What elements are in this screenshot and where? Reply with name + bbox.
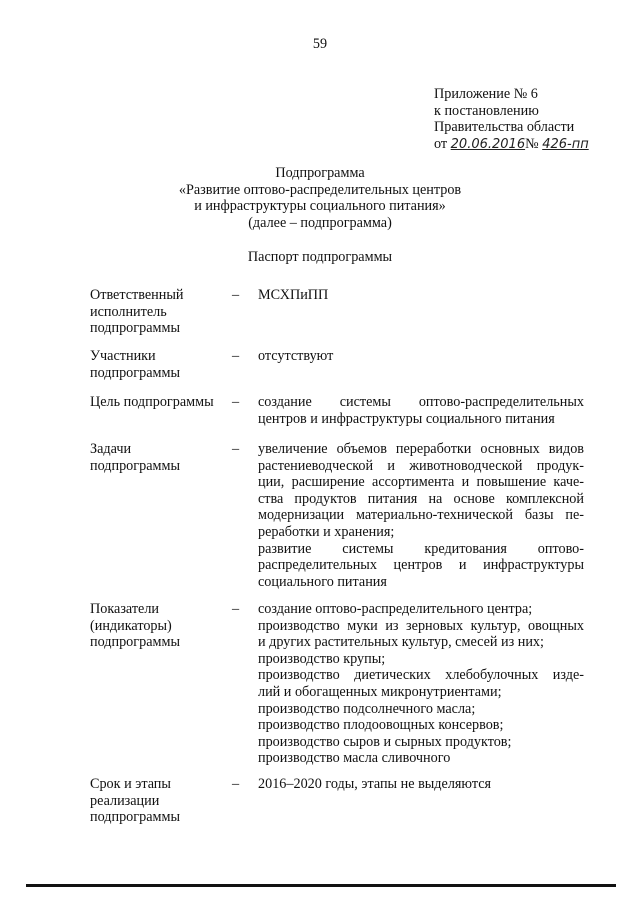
- passport-title: Паспорт подпрограммы: [247, 249, 393, 265]
- value-line: увеличение объемов переработки основных видов: [258, 441, 584, 457]
- value-line: производство подсолнечного масла;: [258, 700, 476, 717]
- value-line: ства продуктов питания на основе комплексной: [258, 490, 584, 507]
- value-line: распределительных центров и инфраструктуры: [258, 557, 584, 574]
- value-line: растениеводческой и животноводческой продук-: [258, 457, 584, 474]
- appendix-header: [434, 86, 589, 153]
- label-line: подпрограммы: [90, 320, 180, 337]
- row-value: [258, 776, 584, 793]
- title-line-3: и инфраструктуры социального питания»: [194, 198, 446, 215]
- title-line-1: Подпрограмма: [275, 165, 365, 181]
- title-line-4: (далее – подпрограмма): [248, 214, 392, 231]
- row-value: [258, 348, 584, 365]
- value-line: МСХПиПП: [258, 287, 329, 303]
- row-label: [90, 776, 230, 826]
- row-label: [90, 441, 230, 474]
- value-line: лий и обогащенных микронутриентами;: [258, 683, 502, 700]
- value-line: реработки и хранения;: [258, 523, 395, 540]
- row-label: [90, 394, 230, 411]
- value-line: центров и инфраструктуры социального питания: [258, 410, 555, 427]
- appendix-line-1: Приложение № 6: [434, 86, 538, 102]
- value-line: создание оптово-распределительного центра;: [258, 601, 533, 617]
- row-dash: –: [232, 776, 240, 792]
- row-value: [258, 394, 584, 427]
- value-line: и других растительных культур, смесей из них;: [258, 634, 544, 651]
- label-line: исполнитель: [90, 303, 167, 320]
- appendix-number: 426-пп: [542, 136, 589, 152]
- label-line: реализации: [90, 792, 160, 809]
- subprogram-title: [0, 165, 640, 231]
- row-dash: –: [232, 287, 240, 303]
- value-line: развитие системы кредитования оптово-: [258, 540, 584, 557]
- label-line: подпрограммы: [90, 457, 180, 474]
- row-dash: –: [232, 441, 240, 457]
- appendix-line-3: Правительства области: [434, 119, 575, 136]
- value-line: производство муки из зерновых культур, овощных: [258, 617, 584, 634]
- label-line: Срок и этапы: [90, 776, 171, 792]
- appendix-line-2: к постановлению: [434, 102, 539, 119]
- value-line: производство плодоовощных консервов;: [258, 717, 504, 734]
- page-number: 59: [312, 36, 328, 52]
- row-value: [258, 287, 584, 304]
- title-line-2: «Развитие оптово-распределительных центров: [178, 181, 462, 198]
- appendix-number-sign: №: [525, 135, 539, 152]
- bottom-border-line: [26, 884, 616, 887]
- value-line: социального питания: [258, 573, 387, 590]
- value-line: производство масла сливочного: [258, 750, 451, 767]
- value-line: производство диетических хлебобулочных изде-: [258, 667, 584, 684]
- value-line: 2016–2020 годы, этапы не выделяются: [258, 776, 492, 792]
- row-dash: –: [232, 348, 240, 364]
- label-line: (индикаторы): [90, 617, 172, 634]
- value-line: производство сыров и сырных продуктов;: [258, 733, 512, 750]
- label-line: Участники: [90, 348, 156, 364]
- appendix-line-4: [434, 136, 589, 154]
- row-value: [258, 601, 584, 767]
- value-line: отсутствуют: [258, 348, 334, 364]
- label-line: подпрограммы: [90, 809, 180, 826]
- value-line: производство крупы;: [258, 650, 386, 667]
- row-label: [90, 348, 230, 381]
- label-line: подпрограммы: [90, 364, 180, 381]
- label-line: подпрограммы: [90, 634, 180, 651]
- value-line: создание системы оптово-распределительных: [258, 394, 584, 410]
- label-line: Задачи: [90, 441, 132, 457]
- label-line: Показатели: [90, 601, 160, 617]
- row-dash: –: [232, 394, 240, 410]
- row-label: [90, 287, 230, 337]
- label-line: Ответственный: [90, 287, 184, 303]
- appendix-date: 20.06.2016: [450, 136, 526, 152]
- label-line: Цель подпрограммы: [90, 394, 214, 410]
- row-label: [90, 601, 230, 651]
- appendix-from-label: от: [434, 135, 448, 152]
- value-line: модернизации материально-технической базы пе-: [258, 507, 584, 524]
- value-line: ции, расширение ассортимента и повышение каче-: [258, 474, 584, 491]
- row-dash: –: [232, 601, 240, 617]
- row-value: [258, 441, 584, 590]
